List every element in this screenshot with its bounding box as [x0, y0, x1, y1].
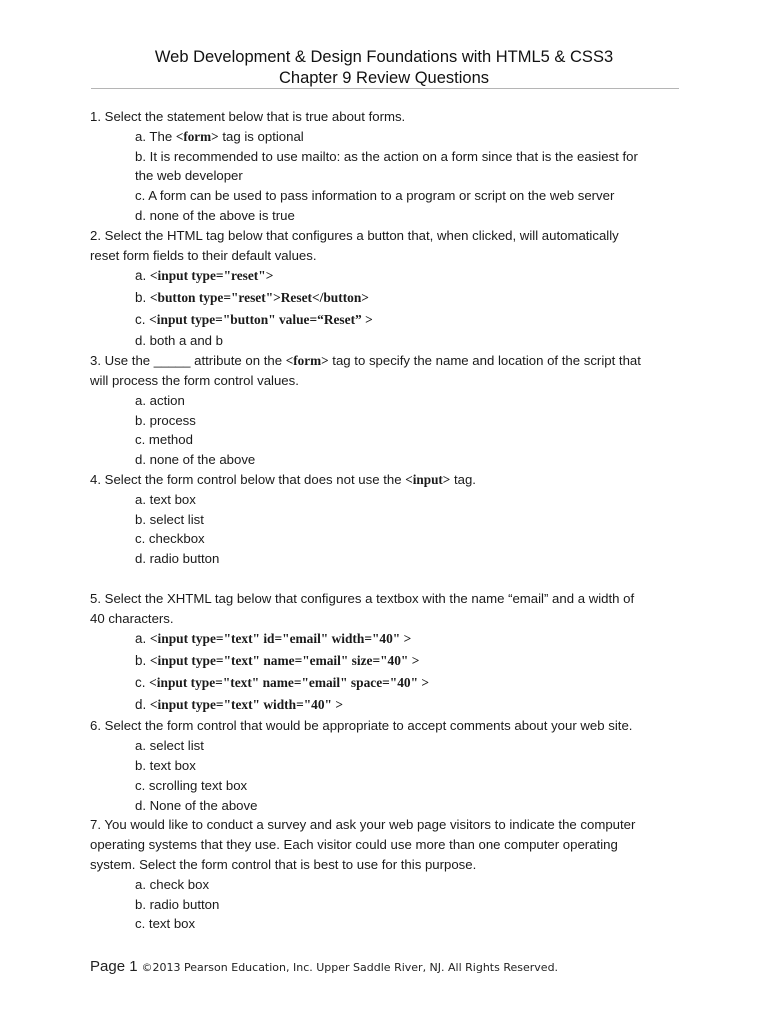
question-text-continued: will process the form control values.: [90, 372, 299, 388]
code-tag: <form>: [285, 353, 329, 369]
code-tag: <form>: [175, 128, 219, 144]
copyright-notice: ©2013 Pearson Education, Inc. Upper Saddle River, NJ. All Rights Reserved.: [141, 961, 559, 974]
question-text: 3. Use the _____ attribute on the <form> tag to specify the name and location of the script that: [90, 353, 641, 369]
document-title: Web Development & Design Foundations with HTML5 & CSS3: [154, 48, 614, 66]
answer-option: b. process: [135, 412, 196, 428]
answer-option: d. none of the above: [135, 452, 256, 468]
blank-line: [90, 569, 680, 589]
answer-option-continued: the web developer: [135, 168, 243, 184]
answer-option: d. <input type="text" width="40" >: [135, 697, 343, 713]
answer-option: c. <input type="text" name="email" space="40" >: [135, 675, 430, 691]
header-divider: [91, 88, 679, 89]
document-subtitle: Chapter 9 Review Questions: [278, 69, 490, 87]
question-text-continued: system. Select the form control that is best to use for this purpose.: [90, 856, 477, 872]
answer-option: a. <input type="text" id="email" width="40" >: [135, 631, 412, 647]
code-snippet: <input type="text" id="email" width="40" >: [149, 631, 412, 647]
answer-option: b. It is recommended to use mailto: as the action on a form since that is the easiest for: [135, 148, 638, 164]
answer-option: d. none of the above is true: [135, 207, 295, 223]
review-questions: [90, 107, 680, 934]
answer-option: c. A form can be used to pass information to a program or script on the web server: [135, 188, 615, 204]
answer-option: c. checkbox: [135, 531, 205, 547]
question-text: 2. Select the HTML tag below that configures a button that, when clicked, will automatically: [90, 227, 619, 243]
answer-option: d. None of the above: [135, 797, 258, 813]
question-text: 7. You would like to conduct a survey and ask your web page visitors to indicate the computer: [90, 817, 636, 833]
document-header: [0, 47, 768, 89]
answer-option: c. text box: [135, 916, 196, 932]
code-snippet: <input type="button" value=“Reset” >: [149, 312, 373, 328]
answer-option: c. scrolling text box: [135, 777, 248, 793]
question-text-continued: 40 characters.: [90, 610, 174, 626]
question-text: 1. Select the statement below that is true about forms.: [90, 109, 406, 124]
code-snippet: <button type="reset">Reset</button>: [149, 290, 369, 306]
code-snippet: <input type="reset">: [149, 268, 274, 284]
answer-option: b. radio button: [135, 896, 220, 912]
answer-option: a. The <form> tag is optional: [135, 128, 304, 144]
page-number: Page 1: [90, 958, 138, 975]
question-text: 4. Select the form control below that does not use the <input> tag.: [90, 471, 476, 487]
code-snippet: <input type="text" name="email" size="40" >: [149, 653, 420, 669]
answer-option: b. <button type="reset">Reset</button>: [135, 290, 369, 306]
answer-option: b. <input type="text" name="email" size="40" >: [135, 653, 420, 669]
code-snippet: <input type="text" name="email" space="40" >: [149, 675, 430, 691]
question-text: 6. Select the form control that would be appropriate to accept comments about your web site.: [90, 718, 633, 734]
answer-option: d. radio button: [135, 551, 220, 567]
page-footer: [90, 958, 690, 976]
code-snippet: <input type="text" width="40" >: [149, 697, 343, 713]
answer-option: b. text box: [135, 757, 196, 773]
answer-option: d. both a and b: [135, 333, 223, 349]
question-text-continued: reset form fields to their default values.: [90, 247, 317, 263]
answer-option: b. select list: [135, 511, 204, 527]
question-text: 5. Select the XHTML tag below that configures a textbox with the name “email” and a width of: [90, 590, 635, 606]
answer-option: a. action: [135, 392, 185, 408]
answer-option: c. method: [135, 432, 193, 448]
answer-option: a. select list: [135, 738, 204, 754]
answer-option: a. check box: [135, 876, 210, 892]
answer-option: a. <input type="reset">: [135, 268, 274, 284]
code-tag: <input>: [405, 471, 451, 487]
question-text-continued: operating systems that they use. Each visitor could use more than one computer operating: [90, 837, 618, 853]
answer-option: c. <input type="button" value=“Reset” >: [135, 312, 373, 328]
answer-option: a. text box: [135, 491, 196, 507]
